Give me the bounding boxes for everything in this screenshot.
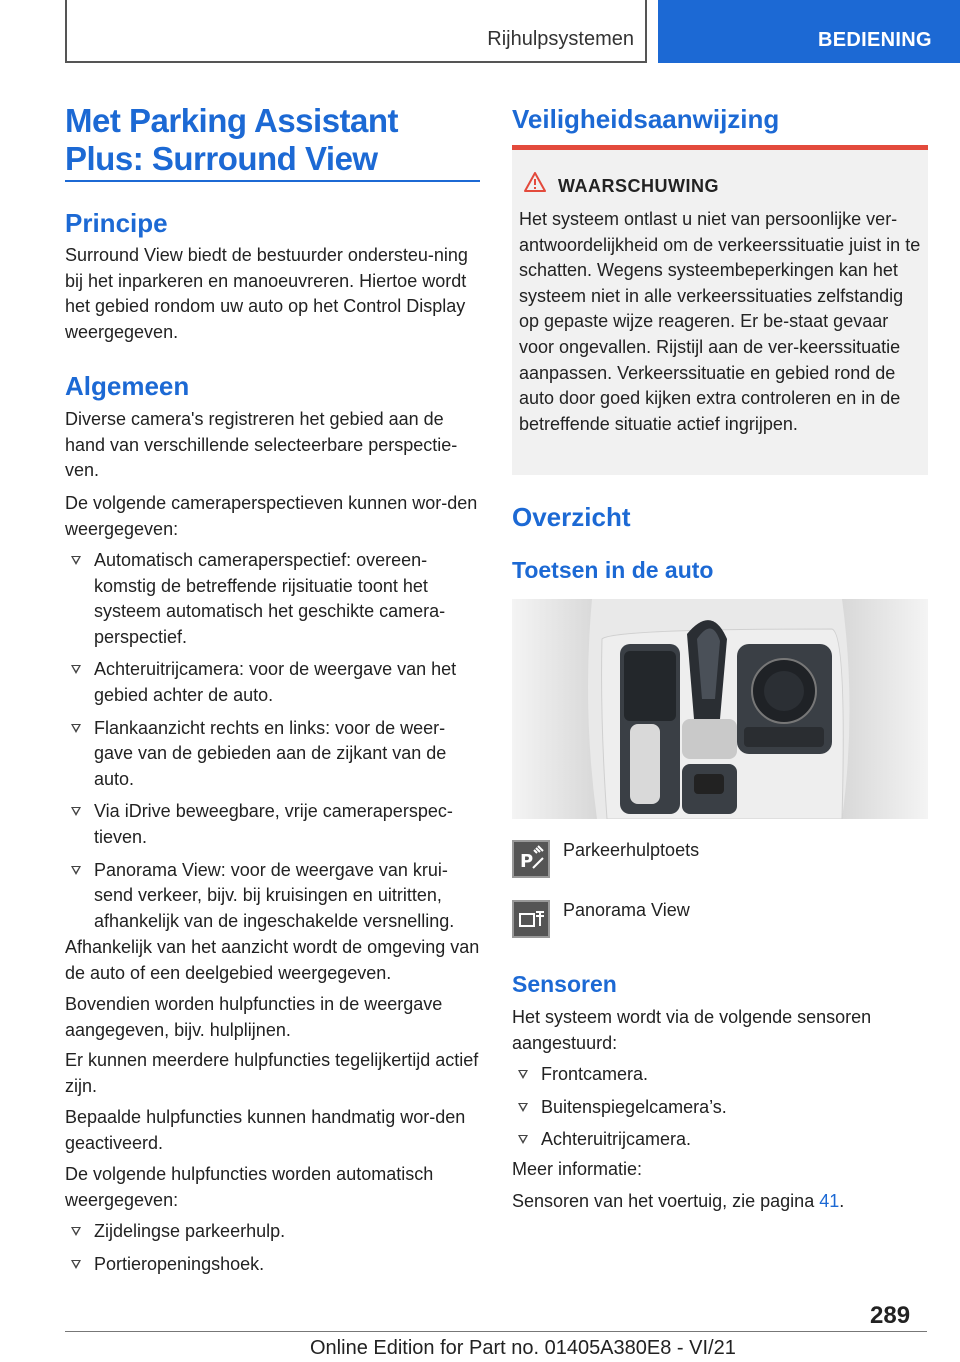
list-item: Panorama View: voor de weergave van krui-send verkeer, bijv. bij kruisingen en uitritten, afhankelijk van de ingeschakelde versnelling. bbox=[65, 858, 480, 935]
warning-title: WAARSCHUWING bbox=[558, 176, 719, 196]
algemeen-p4: Bovendien worden hulpfuncties in de weergave aangegeven, bijv. hulplijnen. bbox=[65, 994, 443, 1040]
algemeen-p3: Afhankelijk van het aanzicht wordt de omgeving van de auto of een deelgebied weergegeven. bbox=[65, 937, 480, 983]
list-item: Portieropeningshoek. bbox=[65, 1252, 480, 1278]
list-item: Flankaanzicht rechts en links: voor de weer-gave van de gebieden aan de zijkant van de auto. bbox=[65, 716, 480, 793]
page-number: 289 bbox=[870, 1302, 911, 1329]
title-rule bbox=[65, 180, 480, 182]
heading-safety: Veiligheidsaanwijzing bbox=[512, 104, 780, 134]
panorama-view-label: Panorama View bbox=[563, 900, 690, 920]
heading-overzicht: Overzicht bbox=[512, 502, 631, 532]
list-item: Zijdelingse parkeerhulp. bbox=[65, 1219, 480, 1245]
header-chapter: BEDIENING bbox=[658, 0, 960, 63]
park-assist-icon bbox=[512, 840, 550, 878]
list-item: Achteruitrijcamera. bbox=[512, 1127, 928, 1153]
algemeen-p7: De volgende hulpfuncties worden automatisch weergegeven: bbox=[65, 1164, 434, 1210]
page-link[interactable]: 41 bbox=[819, 1191, 840, 1211]
page-title: Met Parking Assistant Plus: Surround View bbox=[65, 102, 399, 177]
header-section: Rijhulpsystemen bbox=[487, 28, 634, 50]
bullet-triangle-icon bbox=[71, 1260, 81, 1269]
list-item: Achteruitrijcamera: voor de weergave van het gebied achter de auto. bbox=[65, 657, 480, 708]
park-assist-label: Parkeerhulptoets bbox=[563, 840, 700, 860]
heading-algemeen: Algemeen bbox=[65, 371, 190, 401]
warning-triangle-icon bbox=[524, 172, 546, 192]
warning-text: Het systeem ontlast u niet van persoonlijke ver-antwoordelijkheid om de verkeerssituatie juist in te schatten. Wegens systeembeperkingen kan het systeem niet in alle verkeerssituaties zelfstandig op gepaste wijze reageren. Er be-staat gevaar voor ongevallen. Rijstijl aan de ver-keerssituatie aanpassen. Verkeerssituatie en gebied rond de auto door goed kijken extra controleren en in de betreffende situatie actief ingrijpen. bbox=[519, 209, 921, 434]
center-console-image bbox=[512, 599, 928, 819]
bullet-triangle-icon bbox=[518, 1070, 528, 1079]
heading-principe: Principe bbox=[65, 208, 168, 238]
svg-text:P: P bbox=[520, 851, 534, 872]
warning-box bbox=[512, 145, 928, 475]
sensoren-p2: Meer informatie: bbox=[512, 1159, 643, 1179]
heading-sensoren: Sensoren bbox=[512, 971, 617, 997]
sensor-list bbox=[512, 1062, 928, 1153]
bullet-triangle-icon bbox=[71, 866, 81, 875]
bullet-triangle-icon bbox=[518, 1135, 528, 1144]
list-item: Frontcamera. bbox=[512, 1062, 928, 1088]
bullet-triangle-icon bbox=[71, 556, 81, 565]
panorama-view-icon bbox=[512, 900, 550, 938]
principe-text: Surround View biedt de bestuurder ondersteu-ning bij het inparkeren en manoeuvreren. Hiertoe wordt het gebied rondom uw auto op het Control Display weergegeven. bbox=[65, 245, 468, 342]
sensoren-p1: Het systeem wordt via de volgende sensoren aangestuurd: bbox=[512, 1007, 872, 1053]
bullet-triangle-icon bbox=[71, 724, 81, 733]
list-item: Via iDrive beweegbare, vrije cameraperspec-tieven. bbox=[65, 799, 480, 850]
bullet-triangle-icon bbox=[518, 1103, 528, 1112]
list-item: Buitenspiegelcamera’s. bbox=[512, 1095, 928, 1121]
bullet-triangle-icon bbox=[71, 665, 81, 674]
bullet-triangle-icon bbox=[71, 807, 81, 816]
algemeen-p1: Diverse camera's registreren het gebied aan de hand van verschillende selecteerbare perspectie-ven. bbox=[65, 409, 458, 481]
sensoren-p3: Sensoren van het voertuig, zie pagina 41. bbox=[512, 1191, 845, 1211]
heading-toetsen: Toetsen in de auto bbox=[512, 557, 714, 583]
list-item: Automatisch cameraperspectief: overeen-komstig de betreffende rijsituatie toont het systeem automatisch het geschikte camera-perspectief. bbox=[65, 548, 480, 650]
help-function-list bbox=[65, 1219, 480, 1277]
algemeen-p2: De volgende cameraperspectieven kunnen wor-den weergegeven: bbox=[65, 493, 478, 539]
algemeen-p5: Er kunnen meerdere hulpfuncties tegelijkertijd actief zijn. bbox=[65, 1050, 479, 1096]
camera-perspective-list bbox=[65, 548, 480, 934]
center-console-illustration bbox=[512, 599, 928, 819]
bullet-triangle-icon bbox=[71, 1227, 81, 1236]
algemeen-p6: Bepaalde hulpfuncties kunnen handmatig wor-den geactiveerd. bbox=[65, 1107, 466, 1153]
footer-rule bbox=[65, 1331, 927, 1332]
footer-edition: Online Edition for Part no. 01405A380E8 - VI/21 bbox=[310, 1337, 736, 1359]
